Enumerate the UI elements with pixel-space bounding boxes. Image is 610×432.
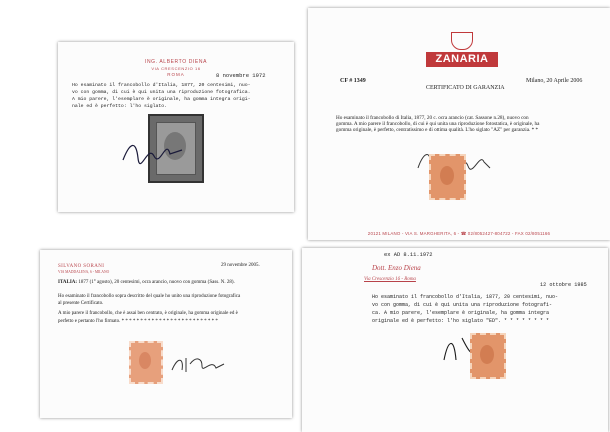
reference-note: ex AD 8.11.1972 — [384, 252, 433, 258]
stamp-photo — [470, 333, 506, 379]
certificate-date: 8 novembre 1972 — [216, 72, 266, 79]
body-line-3: ca. A mio parere, l'esemplare è originale, ha gomma integra — [372, 310, 550, 316]
body-line-3: gomma originale, è perfetto, centratissimo e di ottima qualità. L'ho siglato "AZ" per garanzia. * * — [336, 127, 539, 133]
certificate-enzo-diena-1985 — [302, 248, 608, 432]
body-line-2: gomma. A mio parere il francobollo, di cui è qui unita una riproduzione fotostatica, è originale, ha — [336, 121, 540, 127]
body-line-1: Ho esaminato il francobollo di Italia, 1877, 20 c. ocra arancio (cat. Sassone n.28), nuovo con — [336, 115, 529, 121]
certificate-number: CF # 1349 — [340, 78, 366, 84]
body-line-1: Ho esaminato il francobollo d'Italia, 1877, 20 centesimi, nuo- — [372, 294, 559, 300]
certificate-title: ITALIA: 1877 (1° agosto), 20 centesimi, ocra arancio, nuovo con gomma (Sass. N. 28). — [58, 280, 235, 285]
body-line-2: al presente Certificato. — [58, 301, 104, 306]
issuer-name: Dott. Enzo Diena — [372, 264, 421, 272]
body-line-2: vo con gomma, di cui è qui unita una riproduzione fotografica. — [72, 90, 251, 95]
certificate-sorani-2005 — [40, 250, 292, 418]
body-line-1: Ho esaminato il francobollo sopra descritto del quale ho unito una riproduzione fotografica — [58, 294, 241, 299]
body-line-4: nale ed è perfetto: l'ho siglato. — [72, 104, 167, 109]
body-line-3: A mio parere, l'esemplare è originale, ha gomma integra origi- — [72, 97, 251, 102]
certificate-date: 29 novembre 2005. — [221, 263, 260, 268]
issuer-address: VIA MADDALENA, 6 - MILANO — [58, 270, 110, 274]
issuer-city: ROMA — [167, 72, 185, 77]
signature — [118, 132, 188, 172]
logo-crest-icon — [451, 32, 473, 50]
certificate-zanaria-2006 — [308, 8, 610, 240]
body-line-1: Ho esaminato il francobollo d'Italia, 1877, 20 centesimi, nuo- — [72, 83, 251, 88]
body-line-2: vo con gomma, di cui è qui unita una riproduzione fotografi- — [372, 302, 553, 308]
signature — [168, 350, 228, 380]
certificate-date: 12 ottobre 1985 — [540, 282, 587, 288]
stamp-photo — [129, 341, 163, 384]
footer-address: 20121 MILANO - VIA S. MARGHERITA, 6 - ☎ 02/8052427-804722 - FAX 02/8051166 — [367, 231, 551, 236]
certificate-title: CERTIFICATO DI GARANZIA — [426, 85, 505, 91]
issuer-name: ING. ALBERTO DIENA — [144, 59, 208, 65]
body-line-4: originale ed è perfetto: l'ho siglato "ED". * * * * * * * * — [372, 318, 550, 324]
zanaria-logo: ZANARIA — [426, 52, 498, 67]
issuer-address: Via Crescenzio 16 - Roma — [364, 277, 416, 282]
issuer-name: SILVANO SORANI — [58, 264, 105, 269]
stamp-photo — [429, 154, 466, 200]
body-line-3: A mio parere il francobollo, che è assai ben centrato, è originale, ha gomma originale ed è — [58, 311, 238, 316]
issuer-street: VIA CRESCENZIO 16 — [151, 66, 201, 71]
certificate-date: Milano, 20 Aprile 2006 — [526, 78, 583, 84]
certificate-diena-1972 — [58, 42, 294, 212]
body-line-4: perfetto e pertanto l'ho firmato. * * * * * * * * * * * * * * * * * * * * * * * * * * — [58, 319, 218, 324]
